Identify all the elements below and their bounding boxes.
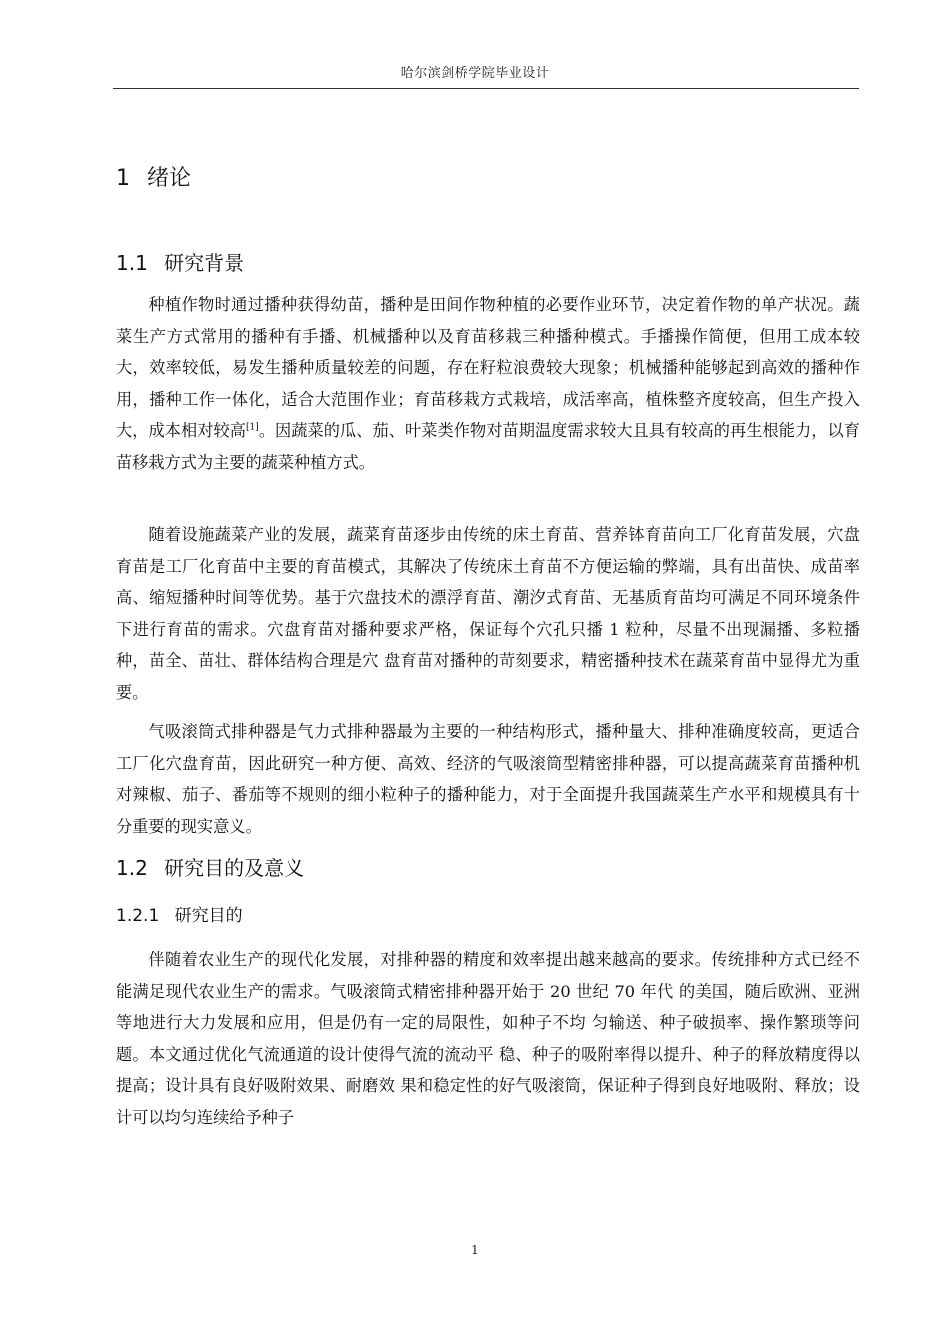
citation-ref: [1] [246, 422, 259, 433]
section-title: 研究背景 [164, 251, 245, 275]
section-heading-1-1 [116, 248, 244, 278]
header-title: 哈尔滨剑桥学院毕业设计 [400, 66, 550, 81]
header-divider [113, 88, 859, 89]
page-number: 1 [471, 1243, 479, 1257]
paragraph-background-2: 随着设施蔬菜产业的发展，蔬菜育苗逐步由传统的床土育苗、营养钵育苗向工厂化育苗发展，穴盘育苗是工厂化育苗中主要的育苗模式，其解决了传统床土育苗不方便运输的弊端，具有出苗快、成苗率高、缩短播种时间等优势。基于穴盘技术的漂浮育苗、潮汐式育苗、无基质育苗均可满足不同环境条件下进行育苗的需求。穴盘育苗对播种要求严格，保证每个穴孔只播 1 粒种，尽量不出现漏播、多粒播种，苗全、苗壮、群体结构合理是穴 盘育苗对播种的苛刻要求，精密播种技术在蔬菜育苗中显得尤为重要。 [116, 525, 860, 702]
section-number: 1.1 [116, 251, 148, 275]
paragraph-purpose-1: 伴随着农业生产的现代化发展，对排种器的精度和效率提出越来越高的要求。传统排种方式已经不能满足现代农业生产的需求。气吸滚筒式精密排种器开始于 20 世纪 70 年代 的美国，随后欧洲、亚洲等地进行大力发展和应用，但是仍有一定的局限性，如种子不均 匀输送、种子破损率、操作繁琐等问题。本文通过优化气流通道的设计使得气流的流动平 稳、种子的吸附率得以提升、种子的释放精度得以提高；设计具有良好吸附效果、耐磨效 果和稳定性的好气吸滚筒，保证种子得到良好地吸附、释放；设计可以均匀连续给予种子 [116, 950, 860, 1127]
chapter-heading [116, 163, 191, 195]
chapter-number: 1 [116, 166, 130, 191]
paragraph-text: 种植作物时通过播种获得幼苗，播种是田间作物种植的必要作业环节，决定着作物的单产状况。蔬菜生产方式常用的播种有手播、机械播种以及育苗移栽三种播种模式。手播操作简便，但用工成本较大，效率较低，易发生播种质量较差的问题，存在籽粒浪费较大现象；机械播种能够起到高效的播种作用，播种工作一体化，适合大范围作业；育苗移栽方式栽培，成活率高，植株整齐度较高，但生产投入大，成本相对较高 [116, 295, 860, 440]
subsection-number: 1.2.1 [116, 906, 160, 926]
paragraph-background-3: 气吸滚筒式排种器是气力式排种器最为主要的一种结构形式，播种量大、排种准确度较高，更适合工厂化穴盘育苗，因此研究一种方便、高效、经济的气吸滚筒型精密排种器，可以提高蔬菜育苗播种机对辣椒、茄子、番茄等不规则的细小粒种子的播种能力，对于全面提升我国蔬菜生产水平和规模具有十分重要的现实意义。 [116, 722, 860, 836]
section-number: 1.2 [116, 856, 148, 880]
subsection-heading-1-2-1 [116, 902, 243, 930]
chapter-title: 绪论 [147, 166, 192, 191]
section-title: 研究目的及意义 [164, 856, 305, 880]
section-heading-1-2 [116, 853, 304, 883]
paragraph-background-1 [116, 289, 860, 478]
subsection-title: 研究目的 [174, 906, 243, 926]
paragraph-text-cont: 。因蔬菜的瓜、茄、叶菜类作物对苗期温度需求较大且具有较高的再生根能力，以育苗移栽方式为主要的蔬菜种植方式。 [116, 421, 860, 472]
